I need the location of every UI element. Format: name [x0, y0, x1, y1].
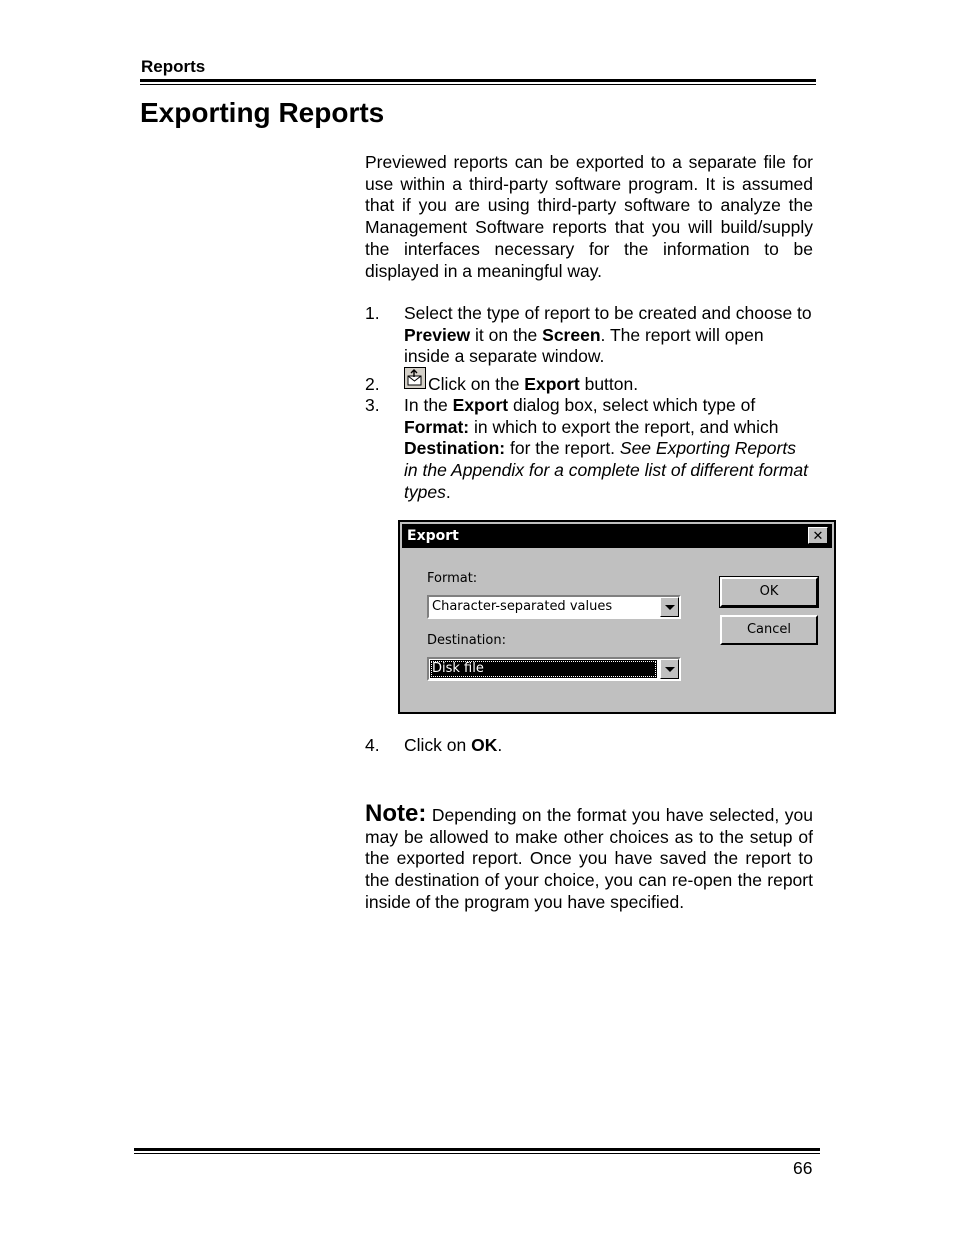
section-header: Reports [141, 57, 206, 76]
step-4-text: Click on OK. [404, 735, 503, 755]
header-rule-thin [140, 84, 816, 85]
dialog-titlebar [402, 524, 832, 548]
step-3-text: In the Export dialog box, select which type of Format: in which to export the report, and which Destination: for the report. See Exporting Reports in the Appendix for a complete list of different format types. [404, 395, 809, 502]
step-2-text: Click on the Export button. [428, 374, 639, 394]
format-select-value: Character-separated values [432, 599, 613, 614]
note-paragraph [365, 800, 813, 914]
cancel-button[interactable]: Cancel [720, 615, 818, 645]
note-text: Depending on the format you have selected, you may be allowed to make other choices as to the setup of the exported report. Once you have saved the report to the destination of your choice, you can re-open the report inside of the program you have specified. [365, 805, 813, 912]
ok-button[interactable]: OK [720, 577, 818, 607]
page-number: 66 [793, 1158, 813, 1178]
page-title: Exporting Reports [140, 97, 385, 128]
export-icon [404, 367, 426, 389]
close-icon[interactable]: ✕ [808, 527, 828, 544]
step-number: 3. [365, 395, 380, 415]
chevron-down-icon[interactable] [660, 597, 679, 617]
note-label: Note: [365, 800, 427, 827]
destination-select[interactable] [427, 657, 681, 681]
step-number: 4. [365, 735, 380, 755]
export-dialog [398, 520, 836, 714]
header-rule-thick [140, 79, 816, 82]
chevron-down-icon[interactable] [660, 659, 679, 679]
destination-label: Destination: [427, 633, 506, 648]
dialog-title: Export [407, 528, 459, 544]
format-select[interactable] [427, 595, 681, 619]
intro-paragraph: Previewed reports can be exported to a separate file for use within a third-party software program. It is assumed that if you are using third-party software to analyze the Management Software reports that you will build/supply the interfaces necessary for the information to be displayed in a meaningful way. [365, 152, 813, 281]
step-number: 2. [365, 374, 380, 394]
footer-rule-thick [134, 1148, 820, 1151]
footer-rule-thin [134, 1153, 820, 1154]
step-number: 1. [365, 303, 380, 323]
step-1-text: Select the type of report to be created and choose to Preview it on the Screen. The report will open inside a separate window. [404, 303, 812, 367]
format-label: Format: [427, 571, 478, 586]
destination-select-value: Disk file [430, 660, 657, 678]
